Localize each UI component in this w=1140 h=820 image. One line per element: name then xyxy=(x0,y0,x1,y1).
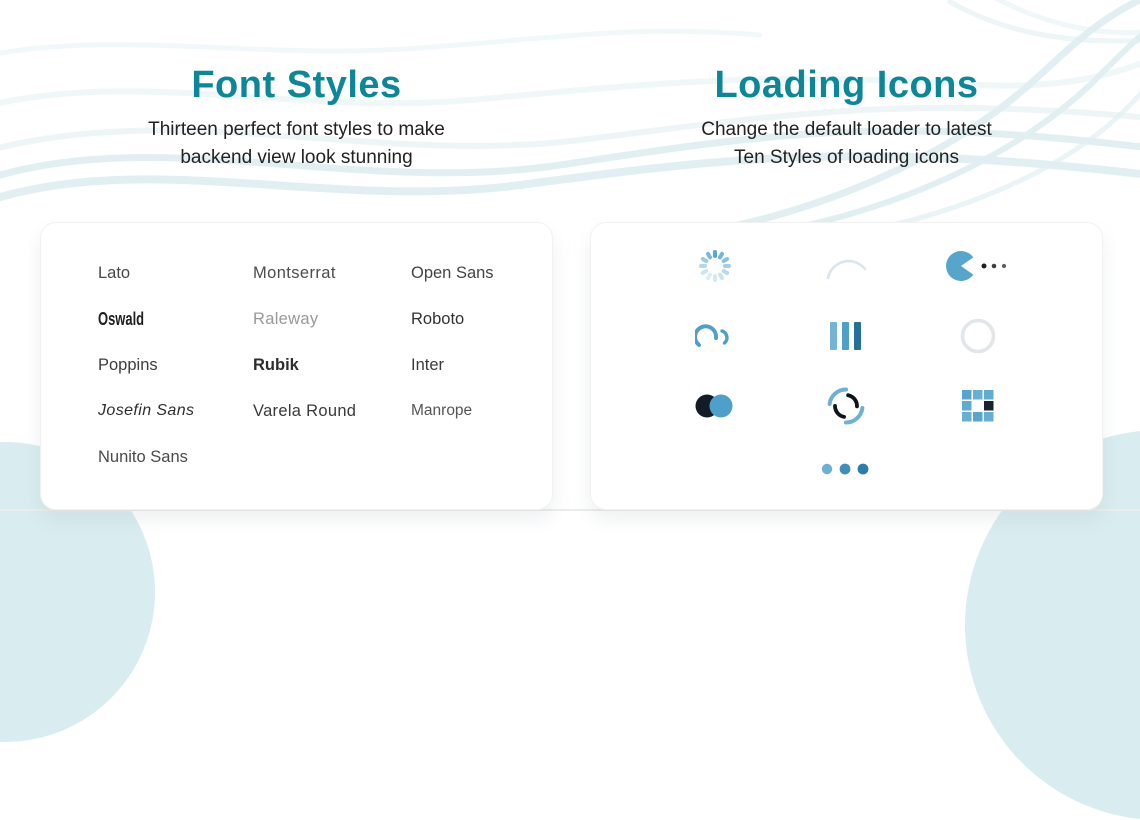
font-styles-section xyxy=(40,0,553,466)
loading-icons-card xyxy=(590,222,1103,510)
three-dots-icon xyxy=(821,463,873,475)
vertical-bars-icon xyxy=(830,321,862,351)
font-item-rubik: Rubik xyxy=(253,356,299,374)
loader-footer xyxy=(591,463,1102,475)
font-list xyxy=(41,223,552,467)
dash-spinner-icon xyxy=(698,249,732,283)
loader-grid xyxy=(591,223,1102,441)
font-item-lato: Lato xyxy=(98,264,131,282)
dual-balls-icon xyxy=(695,393,735,419)
font-item-oswald: Oswald xyxy=(98,309,145,329)
font-item-montserrat: Montserrat xyxy=(253,264,336,282)
loading-icons-subtitle-line2: Ten Styles of loading icons xyxy=(734,147,959,168)
font-item-open-sans: Open Sans xyxy=(411,264,494,282)
font-item-roboto: Roboto xyxy=(411,310,465,328)
font-item-raleway: Raleway xyxy=(253,310,319,328)
double-crescent-icon xyxy=(695,322,735,350)
font-item-poppins: Poppins xyxy=(98,356,158,374)
square-grid-icon xyxy=(962,390,994,422)
font-item-varela-round: Varela Round xyxy=(253,402,357,420)
broken-ring-icon xyxy=(824,384,868,428)
arc-spinner-icon xyxy=(823,250,869,282)
loading-icons-subtitle-line1: Change the default loader to latest xyxy=(701,119,992,140)
loading-icons-subtitle xyxy=(590,116,1103,172)
font-styles-subtitle xyxy=(40,116,553,172)
font-item-manrope: Manrope xyxy=(411,402,473,419)
font-styles-subtitle-line2: backend view look stunning xyxy=(180,147,413,168)
font-item-inter: Inter xyxy=(411,356,445,374)
ring-icon xyxy=(959,317,997,355)
font-styles-title: Font Styles xyxy=(191,64,402,106)
loading-icons-title: Loading Icons xyxy=(714,64,979,106)
font-item-nunito-sans: Nunito Sans xyxy=(98,448,188,466)
font-item-josefin-sans: Josefin Sans xyxy=(98,402,195,419)
pacman-dots-icon xyxy=(945,249,1011,283)
font-styles-card xyxy=(40,222,553,510)
loading-icons-section xyxy=(590,0,1103,172)
font-styles-subtitle-line1: Thirteen perfect font styles to make xyxy=(148,119,445,140)
